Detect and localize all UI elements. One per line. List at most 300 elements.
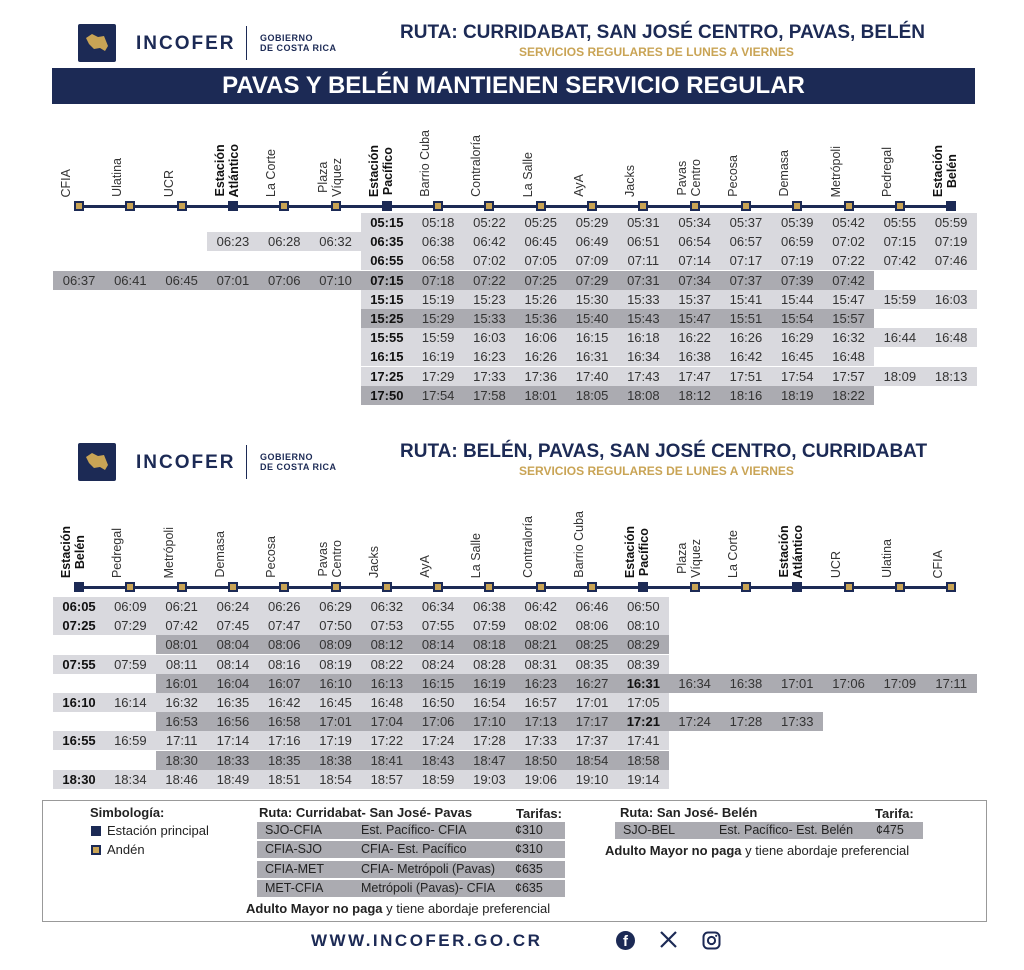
time-cell: 08:14 bbox=[216, 656, 250, 672]
time-cell: 06:32 bbox=[319, 234, 352, 250]
time-cell: 15:19 bbox=[421, 291, 455, 307]
main-station-icon bbox=[228, 201, 238, 211]
time-cell: 16:48 bbox=[370, 695, 404, 710]
x-twitter-icon[interactable] bbox=[659, 930, 678, 954]
time-cell: 18:54 bbox=[575, 752, 609, 768]
brand-divider bbox=[246, 26, 247, 60]
station-label: AyA bbox=[572, 174, 586, 197]
platform-icon bbox=[177, 582, 187, 592]
time-cell: 17:09 bbox=[883, 675, 917, 691]
time-cell: 05:31 bbox=[627, 215, 660, 230]
platform-icon bbox=[741, 201, 751, 211]
platform-icon bbox=[587, 582, 597, 592]
platform-icon bbox=[895, 582, 905, 592]
time-cell: 17:28 bbox=[729, 714, 763, 730]
time-cell: 18:19 bbox=[780, 387, 814, 403]
station-label: Demasa bbox=[777, 150, 792, 197]
time-cell: 15:33 bbox=[473, 311, 506, 326]
route-subtitle-1: SERVICIOS REGULARES DE LUNES A VIERNES bbox=[519, 45, 794, 59]
senior-note-1 bbox=[246, 901, 550, 916]
time-cell: 16:07 bbox=[267, 675, 301, 691]
time-cell: 18:30 bbox=[165, 752, 198, 768]
time-cell: 16:18 bbox=[627, 330, 660, 346]
time-cell: 15:47 bbox=[832, 291, 865, 307]
fare-row bbox=[257, 822, 565, 839]
time-cell: 17:14 bbox=[216, 733, 250, 749]
time-cell: 19:06 bbox=[524, 771, 558, 787]
time-cell: 16:48 bbox=[934, 330, 968, 346]
platform-icon bbox=[484, 582, 494, 592]
time-cell: 17:11 bbox=[935, 675, 967, 691]
platform-icon bbox=[125, 582, 135, 592]
time-cell: 18:43 bbox=[421, 752, 455, 768]
station-label: Barrio Cuba bbox=[418, 130, 433, 197]
time-cell: 15:54 bbox=[780, 311, 814, 326]
time-cell: 06:55 bbox=[370, 253, 404, 269]
station-label: CFIA bbox=[931, 549, 946, 578]
station-label: Pedregal bbox=[879, 146, 894, 197]
time-cell: 18:05 bbox=[575, 387, 609, 403]
time-cell: 16:54 bbox=[473, 695, 506, 710]
platform-icon bbox=[279, 201, 289, 211]
tarifas-title: Tarifas: bbox=[516, 806, 562, 821]
fare-code: MET-CFIA bbox=[265, 880, 324, 895]
station-label: Metrópoli bbox=[828, 145, 843, 197]
time-cell: 07:37 bbox=[729, 272, 763, 288]
time-cell: 15:55 bbox=[370, 330, 404, 346]
time-cell: 17:19 bbox=[319, 733, 352, 749]
time-cell: 18:54 bbox=[319, 771, 352, 787]
fare-code: CFIA-SJO bbox=[265, 842, 322, 857]
time-cell: 08:11 bbox=[165, 656, 198, 672]
time-cell: 17:06 bbox=[832, 675, 865, 691]
time-cell: 07:02 bbox=[473, 253, 506, 269]
gob-line-2: DE COSTA RICA bbox=[260, 43, 337, 53]
time-cell: 17:54 bbox=[780, 368, 814, 384]
platform-icon bbox=[177, 201, 187, 211]
time-cell: 18:35 bbox=[267, 752, 301, 768]
time-cell: 06:29 bbox=[319, 599, 352, 614]
time-cell: 06:45 bbox=[524, 234, 558, 250]
fare-price: ¢475 bbox=[876, 823, 904, 837]
time-cell: 16:59 bbox=[114, 733, 147, 749]
legend-main-label: Estación principal bbox=[107, 823, 209, 838]
time-cell: 06:09 bbox=[114, 599, 147, 614]
platform-icon bbox=[74, 201, 84, 211]
time-cell: 05:59 bbox=[934, 215, 968, 230]
time-cell: 08:09 bbox=[319, 637, 352, 653]
time-cell: 07:25 bbox=[524, 272, 558, 288]
service-banner: PAVAS Y BELÉN MANTIENEN SERVICIO REGULAR bbox=[52, 68, 975, 104]
time-cell: 16:48 bbox=[832, 349, 865, 365]
time-cell: 15:47 bbox=[678, 311, 711, 326]
platform-icon bbox=[91, 845, 101, 855]
time-cell: 17:33 bbox=[473, 368, 506, 384]
time-cell: 16:19 bbox=[421, 349, 455, 365]
time-cell: 07:55 bbox=[62, 656, 96, 672]
time-cell: 16:57 bbox=[524, 695, 558, 710]
station-label: Plaza Víquez bbox=[315, 158, 344, 197]
route-line bbox=[79, 586, 951, 589]
time-cell: 15:44 bbox=[780, 291, 814, 307]
time-cell: 06:26 bbox=[267, 599, 301, 614]
time-cell: 05:15 bbox=[370, 215, 404, 230]
time-cell: 08:06 bbox=[267, 637, 301, 653]
time-cell: 08:14 bbox=[421, 637, 455, 653]
legend-title: Simbología: bbox=[90, 805, 165, 820]
time-cell: 15:25 bbox=[370, 311, 404, 326]
time-cell: 07:09 bbox=[575, 253, 609, 269]
time-cell: 06:05 bbox=[62, 599, 96, 614]
time-cell: 15:30 bbox=[575, 291, 609, 307]
time-cell: 06:38 bbox=[473, 599, 506, 614]
time-cell: 15:37 bbox=[678, 291, 711, 307]
fare-price: ¢310 bbox=[515, 823, 543, 837]
time-cell: 06:54 bbox=[678, 234, 711, 250]
fare-row bbox=[257, 841, 565, 858]
time-cell: 17:05 bbox=[627, 695, 660, 710]
time-cell: 15:23 bbox=[473, 291, 506, 307]
time-cell: 17:13 bbox=[524, 714, 558, 730]
fare-row-sjo-bel bbox=[615, 822, 923, 839]
time-cell: 17:47 bbox=[678, 368, 711, 384]
time-cell: 07:39 bbox=[780, 272, 814, 288]
time-cell: 17:17 bbox=[575, 714, 609, 730]
time-cell: 17:06 bbox=[421, 714, 455, 730]
time-cell: 16:04 bbox=[216, 675, 250, 691]
station-label: Pecosa bbox=[725, 155, 740, 197]
time-cell: 08:01 bbox=[165, 637, 198, 653]
time-cell: 08:29 bbox=[627, 637, 660, 653]
time-cell: 07:06 bbox=[267, 272, 301, 288]
station-label: Barrio Cuba bbox=[572, 511, 586, 578]
time-cell: 19:10 bbox=[575, 771, 609, 787]
station-label: Pedregal bbox=[110, 527, 125, 578]
platform-icon bbox=[536, 582, 546, 592]
platform-icon bbox=[331, 201, 341, 211]
time-cell: 07:17 bbox=[729, 253, 763, 269]
time-cell: 08:25 bbox=[575, 637, 609, 653]
fare-desc: CFIA- Metrópoli (Pavas) bbox=[361, 861, 496, 876]
time-cell: 16:50 bbox=[421, 695, 455, 710]
station-label: Metrópoli bbox=[161, 526, 176, 578]
time-cell: 18:30 bbox=[62, 771, 96, 787]
station-label: CFIA bbox=[59, 168, 73, 197]
time-cell: 18:34 bbox=[114, 771, 147, 787]
time-cell: 07:31 bbox=[627, 272, 660, 288]
time-cell: 15:26 bbox=[524, 291, 558, 307]
time-cell: 16:26 bbox=[524, 349, 558, 365]
station-label: Pavas Centro bbox=[674, 159, 703, 197]
time-cell: 16:27 bbox=[575, 675, 609, 691]
main-station-icon bbox=[638, 582, 648, 592]
time-cell: 18:38 bbox=[319, 752, 352, 768]
time-cell: 06:37 bbox=[62, 272, 96, 288]
time-cell: 16:42 bbox=[729, 349, 763, 365]
time-cell: 17:33 bbox=[780, 714, 814, 730]
time-cell: 16:32 bbox=[165, 695, 198, 710]
time-cell: 18:33 bbox=[216, 752, 250, 768]
senior-note-2 bbox=[605, 843, 909, 858]
gobierno-label bbox=[260, 33, 337, 53]
legend-anden-label: Andén bbox=[107, 842, 145, 857]
time-cell: 17:10 bbox=[473, 714, 506, 730]
time-cell: 16:58 bbox=[267, 714, 301, 730]
time-cell: 07:19 bbox=[780, 253, 814, 269]
time-cell: 16:01 bbox=[165, 675, 198, 691]
platform-icon bbox=[690, 582, 700, 592]
station-label: Jacks bbox=[623, 165, 638, 197]
incofer-logo-icon bbox=[78, 443, 116, 481]
time-cell: 16:55 bbox=[62, 733, 96, 749]
time-cell: 16:10 bbox=[62, 695, 96, 710]
main-station-icon bbox=[946, 201, 956, 211]
time-cell: 16:45 bbox=[319, 695, 352, 710]
time-cell: 06:46 bbox=[575, 599, 609, 614]
platform-icon bbox=[690, 201, 700, 211]
platform-icon bbox=[741, 582, 751, 592]
instagram-icon[interactable] bbox=[702, 931, 721, 955]
time-cell: 08:12 bbox=[370, 637, 404, 653]
time-cell: 19:03 bbox=[473, 771, 506, 787]
time-cell: 17:01 bbox=[575, 695, 609, 710]
time-cell: 05:22 bbox=[473, 215, 506, 230]
time-cell: 07:45 bbox=[216, 618, 250, 634]
time-cell: 16:34 bbox=[678, 675, 711, 691]
time-cell: 05:39 bbox=[780, 215, 814, 230]
time-cell: 06:28 bbox=[267, 234, 301, 250]
time-cell: 08:19 bbox=[319, 656, 352, 672]
time-cell: 05:55 bbox=[883, 215, 917, 230]
senior-rest: y tiene abordaje preferencial bbox=[741, 843, 910, 858]
time-cell: 15:59 bbox=[883, 291, 917, 307]
platform-icon bbox=[484, 201, 494, 211]
station-label: UCR bbox=[828, 550, 843, 578]
fare-desc: CFIA- Est. Pacífico bbox=[361, 842, 467, 857]
time-cell: 07:05 bbox=[524, 253, 558, 269]
time-cell: 17:21 bbox=[626, 714, 660, 730]
time-cell: 07:22 bbox=[832, 253, 865, 269]
station-label: Pavas Centro bbox=[315, 540, 344, 578]
time-cell: 05:29 bbox=[575, 215, 609, 230]
station-label: La Corte bbox=[725, 530, 740, 578]
time-cell: 06:59 bbox=[780, 234, 814, 250]
time-cell: 06:57 bbox=[729, 234, 763, 250]
time-cell: 08:18 bbox=[473, 637, 506, 653]
fare-desc: Est. Pacífico- Est. Belén bbox=[719, 823, 854, 837]
station-label: Ulatina bbox=[110, 158, 125, 197]
time-cell: 16:06 bbox=[524, 330, 558, 346]
time-cell: 16:15 bbox=[421, 675, 455, 691]
time-cell: 16:22 bbox=[678, 330, 711, 346]
time-cell: 17:01 bbox=[319, 714, 352, 730]
time-cell: 07:50 bbox=[319, 618, 352, 634]
platform-icon bbox=[331, 582, 341, 592]
time-cell: 08:31 bbox=[524, 656, 558, 672]
time-cell: 16:32 bbox=[832, 330, 865, 346]
time-cell: 05:37 bbox=[729, 215, 763, 230]
main-station-icon bbox=[792, 582, 802, 592]
time-cell: 17:24 bbox=[421, 733, 455, 749]
time-cell: 05:42 bbox=[832, 215, 865, 230]
senior-bold: Adulto Mayor no paga bbox=[246, 901, 383, 916]
time-cell: 15:59 bbox=[421, 330, 455, 346]
time-cell: 07:42 bbox=[832, 272, 865, 288]
time-cell: 06:23 bbox=[216, 234, 250, 250]
tarifa-title: Tarifa: bbox=[875, 806, 914, 821]
time-cell: 07:10 bbox=[319, 272, 352, 288]
time-cell: 08:39 bbox=[627, 656, 660, 672]
main-station-icon bbox=[74, 582, 84, 592]
time-cell: 18:22 bbox=[832, 387, 865, 403]
fare-row bbox=[257, 880, 565, 897]
time-cell: 17:11 bbox=[165, 733, 198, 749]
time-cell: 17:37 bbox=[575, 733, 609, 749]
fare-price: ¢635 bbox=[515, 861, 543, 876]
time-cell: 06:41 bbox=[114, 272, 147, 288]
time-cell: 05:18 bbox=[421, 215, 455, 230]
time-cell: 16:31 bbox=[626, 675, 660, 691]
station-label: Estación Atlántico bbox=[212, 143, 241, 197]
time-cell: 16:29 bbox=[780, 330, 814, 346]
time-cell: 06:45 bbox=[165, 272, 198, 288]
time-cell: 18:49 bbox=[216, 771, 250, 787]
fare-desc: Est. Pacífico- CFIA bbox=[361, 823, 467, 837]
time-cell: 16:14 bbox=[114, 695, 147, 710]
time-cell: 18:16 bbox=[729, 387, 763, 403]
time-cell: 16:15 bbox=[575, 330, 609, 346]
time-cell: 08:28 bbox=[473, 656, 506, 672]
station-label: La Salle bbox=[520, 151, 535, 197]
time-cell: 17:58 bbox=[473, 387, 506, 403]
time-cell: 18:08 bbox=[627, 387, 660, 403]
time-cell: 07:29 bbox=[114, 618, 147, 634]
platform-icon bbox=[279, 582, 289, 592]
station-label: Estación Atlántico bbox=[777, 524, 806, 578]
time-cell: 08:16 bbox=[267, 656, 301, 672]
facebook-icon[interactable]: f bbox=[616, 931, 635, 950]
brand-divider bbox=[246, 445, 247, 479]
gobierno-label bbox=[260, 452, 337, 472]
station-label: Contraloría bbox=[520, 516, 535, 578]
station-label: Estación Belén bbox=[931, 144, 960, 197]
time-cell: 18:46 bbox=[165, 771, 198, 787]
time-cell: 16:35 bbox=[216, 695, 250, 710]
station-label: Pecosa bbox=[264, 536, 279, 578]
time-cell: 07:47 bbox=[267, 618, 301, 634]
time-cell: 18:09 bbox=[883, 368, 917, 384]
time-cell: 17:51 bbox=[729, 368, 763, 384]
time-cell: 07:34 bbox=[678, 272, 711, 288]
time-cell: 17:04 bbox=[370, 714, 404, 730]
time-cell: 17:33 bbox=[524, 733, 558, 749]
route-title-2: RUTA: BELÉN, PAVAS, SAN JOSÉ CENTRO, CURRIDABAT bbox=[400, 441, 928, 462]
time-cell: 08:10 bbox=[627, 618, 660, 634]
platform-icon bbox=[228, 582, 238, 592]
time-cell: 15:33 bbox=[627, 291, 660, 307]
time-cell: 15:51 bbox=[729, 311, 763, 326]
time-cell: 07:02 bbox=[832, 234, 865, 250]
time-cell: 18:51 bbox=[267, 771, 301, 787]
time-cell: 16:34 bbox=[627, 349, 660, 365]
time-cell: 15:29 bbox=[421, 311, 455, 326]
time-cell: 18:58 bbox=[627, 752, 660, 768]
station-label: La Corte bbox=[264, 149, 279, 197]
time-cell: 16:23 bbox=[524, 675, 558, 691]
gob-line-1: GOBIERNO bbox=[260, 452, 314, 462]
station-label: Jacks bbox=[366, 546, 381, 578]
platform-icon bbox=[125, 201, 135, 211]
time-cell: 15:36 bbox=[524, 311, 558, 326]
gob-line-2: DE COSTA RICA bbox=[260, 462, 337, 472]
time-cell: 16:13 bbox=[370, 675, 404, 691]
brand-name: INCOFER bbox=[136, 452, 236, 473]
time-cell: 07:59 bbox=[473, 618, 506, 634]
time-cell: 07:01 bbox=[216, 272, 250, 288]
time-cell: 16:44 bbox=[883, 330, 917, 346]
time-cell: 08:22 bbox=[370, 656, 404, 672]
incofer-logo-icon bbox=[78, 24, 116, 62]
time-cell: 17:43 bbox=[627, 368, 660, 384]
time-cell: 08:21 bbox=[524, 637, 558, 653]
platform-icon bbox=[844, 201, 854, 211]
time-cell: 16:03 bbox=[473, 330, 506, 346]
time-cell: 05:34 bbox=[678, 215, 711, 230]
platform-icon bbox=[792, 201, 802, 211]
time-cell: 18:13 bbox=[934, 368, 968, 384]
time-cell: 16:31 bbox=[575, 349, 609, 365]
platform-icon bbox=[433, 201, 443, 211]
time-cell: 06:35 bbox=[370, 234, 404, 250]
station-label: Estación Pacífico bbox=[623, 525, 652, 578]
time-cell: 06:58 bbox=[421, 253, 455, 269]
time-cell: 15:41 bbox=[729, 291, 763, 307]
time-cell: 16:38 bbox=[729, 675, 763, 691]
time-cell: 17:16 bbox=[267, 733, 301, 749]
time-cell: 17:01 bbox=[780, 675, 814, 691]
platform-icon bbox=[382, 582, 392, 592]
time-cell: 17:28 bbox=[473, 733, 506, 749]
time-cell: 07:25 bbox=[62, 618, 96, 634]
time-cell: 17:25 bbox=[370, 368, 404, 384]
platform-icon bbox=[536, 201, 546, 211]
time-cell: 16:38 bbox=[678, 349, 711, 365]
fare-desc: Metrópoli (Pavas)- CFIA bbox=[361, 880, 496, 895]
senior-bold: Adulto Mayor no paga bbox=[605, 843, 742, 858]
time-cell: 18:50 bbox=[524, 752, 558, 768]
website-link[interactable]: WWW.INCOFER.GO.CR bbox=[311, 931, 543, 950]
platform-icon bbox=[638, 201, 648, 211]
time-cell: 16:03 bbox=[934, 291, 968, 307]
time-cell: 17:36 bbox=[524, 368, 558, 384]
time-cell: 16:45 bbox=[780, 349, 814, 365]
platform-icon bbox=[433, 582, 443, 592]
time-cell: 06:34 bbox=[421, 599, 455, 614]
time-cell: 07:19 bbox=[934, 234, 968, 250]
platform-icon bbox=[587, 201, 597, 211]
fare-code: CFIA-MET bbox=[265, 861, 325, 876]
time-cell: 06:32 bbox=[370, 599, 404, 614]
time-cell: 17:57 bbox=[832, 368, 865, 384]
time-cell: 07:29 bbox=[575, 272, 609, 288]
platform-icon bbox=[895, 201, 905, 211]
time-cell: 07:42 bbox=[165, 618, 198, 634]
time-cell: 17:40 bbox=[575, 368, 609, 384]
station-label: Demasa bbox=[212, 531, 227, 578]
time-cell: 06:51 bbox=[627, 234, 660, 250]
time-cell: 19:14 bbox=[627, 771, 660, 787]
time-cell: 17:54 bbox=[421, 387, 455, 403]
